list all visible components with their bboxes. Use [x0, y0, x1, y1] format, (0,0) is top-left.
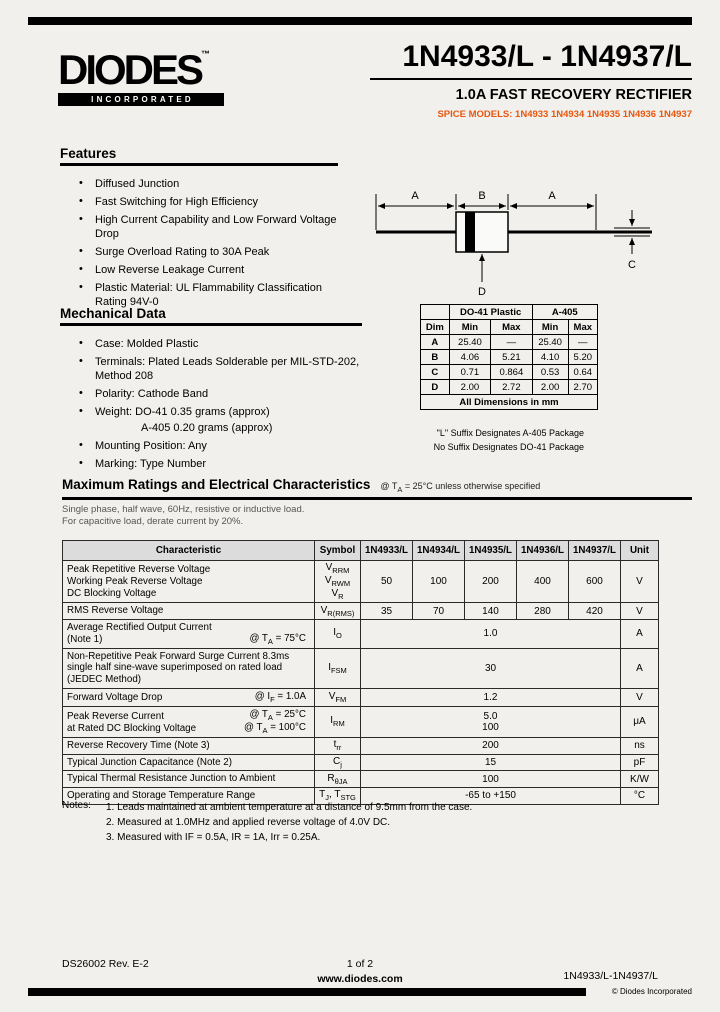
- unit-cell: °C: [621, 788, 659, 805]
- symbol-cell: $C_j$: [315, 754, 361, 771]
- dim-label-a-left: A: [411, 190, 419, 202]
- characteristic-cell: Peak Repetitive Reverse Voltage Working Peak Reverse Voltage DC Blocking Voltage: [63, 561, 315, 603]
- logo-incorporated: INCORPORATED: [58, 93, 224, 106]
- unit-cell: A: [621, 648, 659, 688]
- note-item: 3. Measured with IF = 0.5A, IR = 1A, Irr = 0.25A.: [106, 832, 321, 843]
- unit-cell: μA: [621, 706, 659, 737]
- table-row: [63, 706, 659, 737]
- mechanical-item: • Mounting Position: Any: [60, 440, 362, 454]
- table-row: A 25.40 — 25.40 —: [421, 335, 598, 350]
- column-header: Characteristic: [63, 541, 315, 561]
- notes-label: Notes:: [62, 800, 91, 811]
- symbol-cell: $I_O$: [315, 620, 361, 649]
- symbol-cell: $R_{\theta JA}$: [315, 771, 361, 788]
- feature-item: • Low Reverse Leakage Current: [60, 264, 338, 278]
- features-list: [60, 178, 338, 310]
- value-cell: 280: [517, 603, 569, 620]
- value-cell: 35: [361, 603, 413, 620]
- mechanical-item: • Case: Molded Plastic: [60, 338, 362, 352]
- value-cell: -65 to +150: [361, 788, 621, 805]
- table-row: B 4.06 5.21 4.10 5.20: [421, 350, 598, 365]
- unit-cell: A: [621, 620, 659, 649]
- value-cell: 5.0 100: [361, 706, 621, 737]
- ratings-condition-note: @ $T_A = 25^\circ C$ unless otherwise specified: [380, 481, 541, 494]
- maximum-ratings-section: [62, 477, 692, 805]
- package-suffix-notes: [420, 427, 598, 455]
- dim-col-header: Min: [449, 320, 490, 335]
- value-cell: 600: [569, 561, 621, 603]
- column-header: 1N4935/L: [465, 541, 517, 561]
- logo-text: DIODES: [58, 46, 202, 93]
- characteristic-cell: Operating and Storage Temperature Range: [63, 788, 315, 805]
- characteristic-cell: Typical Thermal Resistance Junction to Ambient: [63, 771, 315, 788]
- value-cell: 200: [465, 561, 517, 603]
- table-row: [63, 754, 659, 771]
- notes-list: [106, 800, 472, 845]
- mechanical-item: • Terminals: Plated Leads Solderable per MIL-STD-202, Method 208: [60, 356, 362, 383]
- cathode-band: [465, 212, 475, 252]
- mechanical-data-list: [60, 338, 362, 472]
- title-block: [370, 40, 692, 120]
- suffix-note-l: "L" Suffix Designates A-405 Package: [436, 428, 584, 438]
- feature-item: • Diffused Junction: [60, 178, 338, 192]
- column-header: Symbol: [315, 541, 361, 561]
- characteristic-cell: Peak Reverse Current at Rated DC Blocking Voltage @ $T_A = 25^\circ C$ @ $T_A = 100^\circ C$: [63, 706, 315, 737]
- value-cell: 70: [413, 603, 465, 620]
- product-subtitle: 1.0A FAST RECOVERY RECTIFIER: [455, 87, 692, 103]
- maximum-ratings-heading: [62, 477, 692, 500]
- diodes-logo: [58, 46, 238, 106]
- unit-cell: V: [621, 561, 659, 603]
- unit-cell: V: [621, 603, 659, 620]
- notes-section: [62, 800, 472, 845]
- feature-item: • Fast Switching for High Efficiency: [60, 196, 338, 210]
- value-cell: 50: [361, 561, 413, 603]
- table-row: [63, 648, 659, 688]
- characteristic-cell: RMS Reverse Voltage: [63, 603, 315, 620]
- symbol-cell: $I_{RM}$: [315, 706, 361, 737]
- value-cell: 30: [361, 648, 621, 688]
- test-condition: @ $T_A = 25^\circ C$ @ $T_A = 100^\circ C$: [243, 708, 306, 735]
- diode-body: [456, 212, 508, 252]
- spice-models-line: [370, 109, 692, 120]
- characteristic-cell: Forward Voltage Drop @ $I_F = 1.0A$: [63, 688, 315, 706]
- spice-label: SPICE MODELS:: [437, 109, 513, 120]
- mechanical-item: • Marking: Type Number: [60, 458, 362, 472]
- trademark-symbol: ™: [201, 49, 211, 59]
- value-cell: 420: [569, 603, 621, 620]
- ratings-subtext-line: Single phase, half wave, 60Hz, resistive or inductive load.: [62, 503, 305, 515]
- ratings-subtext: [62, 504, 692, 529]
- features-section: [60, 146, 338, 314]
- characteristic-cell: Average Rectified Output Current (Note 1) @ $T_A = 75^\circ C$: [63, 620, 315, 649]
- unit-cell: V: [621, 688, 659, 706]
- column-header: 1N4937/L: [569, 541, 621, 561]
- table-row: D 2.00 2.72 2.00 2.70: [421, 380, 598, 395]
- dim-label-a-right: A: [548, 190, 556, 202]
- website-link[interactable]: www.diodes.com: [317, 973, 403, 985]
- mechanical-item: • Weight: DO-41 0.35 grams (approx): [60, 406, 362, 420]
- unit-cell: K/W: [621, 771, 659, 788]
- page-number: 1 of 2: [346, 958, 374, 970]
- symbol-cell: $V_{RRM}$ $V_{RWM}$ $V_R$: [315, 561, 361, 603]
- note-item: 2. Measured at 1.0MHz and applied reverse voltage of 4.0V DC.: [106, 817, 391, 828]
- table-row: C 0.71 0.864 0.53 0.64: [421, 365, 598, 380]
- ratings-title: Maximum Ratings and Electrical Characteristics: [62, 477, 371, 492]
- feature-item: • Plastic Material: UL Flammability Classification Rating 94V-0: [60, 282, 338, 309]
- table-row: [63, 561, 659, 603]
- value-cell: 15: [361, 754, 621, 771]
- table-row: [63, 771, 659, 788]
- value-cell: 400: [517, 561, 569, 603]
- value-cell: 1.2: [361, 688, 621, 706]
- features-heading: Features: [60, 146, 338, 166]
- column-header: 1N4936/L: [517, 541, 569, 561]
- ratings-table: [62, 540, 659, 804]
- dim-col-header: Dim: [421, 320, 450, 335]
- column-header: 1N4933/L: [361, 541, 413, 561]
- bottom-rule: [28, 988, 586, 996]
- dim-blank-cell: [421, 305, 450, 320]
- symbol-cell: $V_{R(RMS)}$: [315, 603, 361, 620]
- dim-label-d: D: [478, 286, 486, 298]
- value-cell: 140: [465, 603, 517, 620]
- table-row: [63, 737, 659, 754]
- mechanical-item-continuation: A-405 0.20 grams (approx): [141, 422, 273, 435]
- test-condition: @ $T_A = 75^\circ C$: [249, 632, 306, 646]
- suffix-note-none: No Suffix Designates DO-41 Package: [433, 441, 584, 452]
- copyright-notice: © Diodes Incorporated: [611, 987, 692, 996]
- symbol-cell: $t_{rr}$: [315, 737, 361, 754]
- column-header: 1N4934/L: [413, 541, 465, 561]
- footer-part-number: 1N4933/L-1N4937/L: [563, 970, 658, 982]
- dim-group-do41: DO-41 Plastic: [449, 305, 532, 320]
- dim-label-c: C: [628, 259, 636, 271]
- dim-col-header: Max: [491, 320, 532, 335]
- dim-col-header: Max: [568, 320, 597, 335]
- dim-col-header: Min: [532, 320, 568, 335]
- package-dimensions-diagram: [368, 184, 668, 302]
- top-rule: [28, 17, 692, 25]
- mechanical-data-heading: Mechanical Data: [60, 306, 362, 326]
- unit-cell: ns: [621, 737, 659, 754]
- characteristic-cell: Non-Repetitive Peak Forward Surge Current 8.3ms single half sine-wave superimposed on rated load (JEDEC Method): [63, 648, 315, 688]
- dim-group-a405: A-405: [532, 305, 597, 320]
- dimensions-table-block: [420, 304, 598, 455]
- test-condition: @ $I_F = 1.0A$: [254, 690, 306, 704]
- value-cell: 100: [361, 771, 621, 788]
- part-number-title: 1N4933/L - 1N4937/L: [370, 40, 692, 80]
- feature-item: • High Current Capability and Low Forward Voltage Drop: [60, 214, 338, 241]
- dim-table-footer: All Dimensions in mm: [421, 395, 598, 410]
- mechanical-data-section: [60, 306, 362, 477]
- dimensions-table: [420, 304, 598, 410]
- value-cell: 1.0: [361, 620, 621, 649]
- column-header: Unit: [621, 541, 659, 561]
- table-row: [63, 620, 659, 649]
- table-row: [63, 603, 659, 620]
- symbol-cell: $T_J$, $T_{STG}$: [315, 788, 361, 805]
- feature-item: • Surge Overload Rating to 30A Peak: [60, 246, 338, 260]
- characteristic-cell: Reverse Recovery Time (Note 3): [63, 737, 315, 754]
- ratings-subtext-line: For capacitive load, derate current by 20%.: [62, 516, 244, 528]
- table-header-row: [63, 541, 659, 561]
- unit-cell: pF: [621, 754, 659, 771]
- characteristic-cell: Typical Junction Capacitance (Note 2): [63, 754, 315, 771]
- note-item: 1. Leads maintained at ambient temperature at a distance of 9.5mm from the case.: [106, 802, 473, 813]
- spice-model-list: 1N4933 1N4934 1N4935 1N4936 1N4937: [515, 109, 692, 120]
- table-row: [63, 688, 659, 706]
- document-number: DS26002 Rev. E-2: [62, 958, 149, 970]
- dim-label-b: B: [478, 190, 486, 202]
- value-cell: 200: [361, 737, 621, 754]
- symbol-cell: $V_{FM}$: [315, 688, 361, 706]
- symbol-cell: $I_{FSM}$: [315, 648, 361, 688]
- logo-wordmark: [58, 46, 238, 93]
- value-cell: 100: [413, 561, 465, 603]
- mechanical-item: • Polarity: Cathode Band: [60, 388, 362, 402]
